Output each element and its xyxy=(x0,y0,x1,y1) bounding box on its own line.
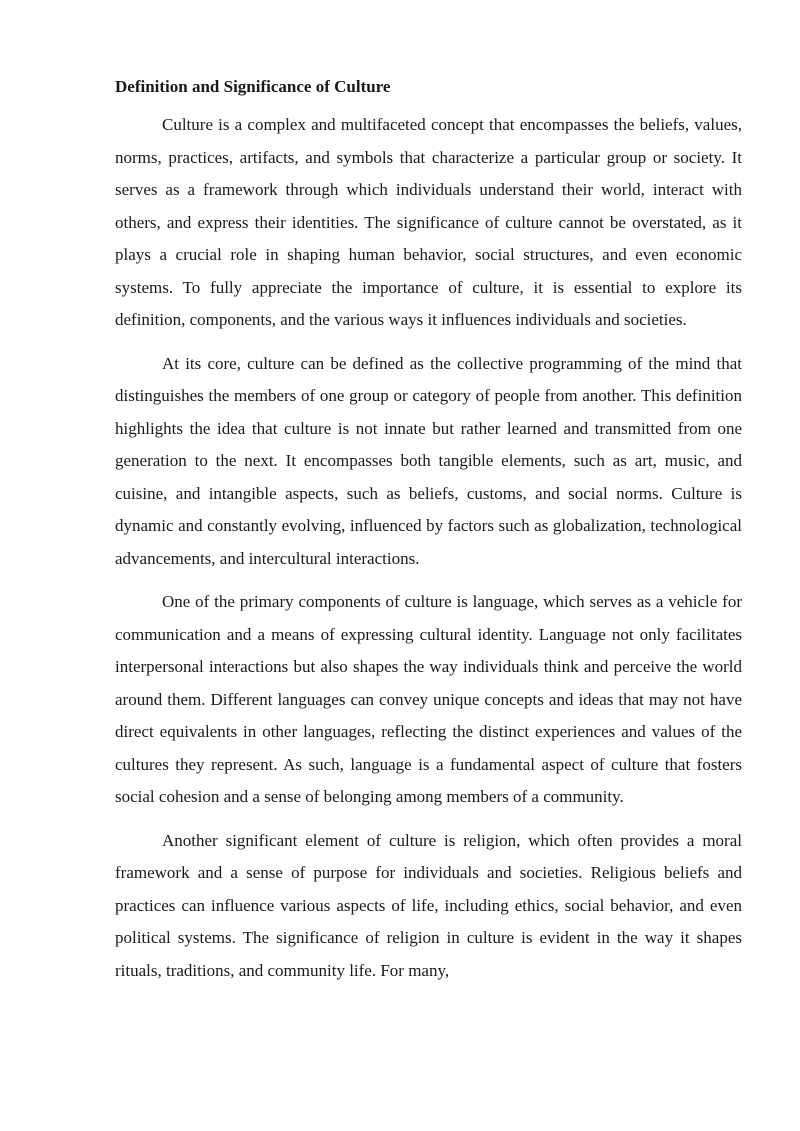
paragraph-culture-definition: Culture is a complex and multifaceted concept that encompasses the beliefs, values, norms, practices, artifacts, and symbols that characterize a particular group or society. It serves as a framework through which individuals understand their world, interact with others, and express their identities. The significance of culture cannot be overstated, as it plays a crucial role in shaping human behavior, social structures, and even economic systems. To fully appreciate the importance of culture, it is essential to explore its definition, components, and the various ways it influences individuals and societies. xyxy=(115,115,742,329)
paragraph-religion: Another significant element of culture is religion, which often provides a moral framework and a sense of purpose for individuals and societies. Religious beliefs and practices can influence various aspects of life, including ethics, social behavior, and even political systems. The significance of religion in culture is evident in the way it shapes rituals, traditions, and community life. For many, xyxy=(115,830,742,980)
section-heading: Definition and Significance of Culture xyxy=(115,77,391,96)
paragraph-collective-programming: At its core, culture can be defined as the collective programming of the mind that distinguishes the members of one group or category of people from another. This definition highlights the idea that culture is not innate but rather learned and transmitted from one generation to the next. It encompasses both tangible elements, such as art, music, and cuisine, and intangible aspects, such as beliefs, customs, and social norms. Culture is dynamic and constantly evolving, influenced by factors such as globalization, technological advancements, and intercultural interactions. xyxy=(115,353,742,568)
paragraph-language: One of the primary components of culture is language, which serves as a vehicle for communication and a means of expressing cultural identity. Language not only facilitates interpersonal interactions but also shapes the way individuals think and perceive the world around them. Different languages can convey unique concepts and ideas that may not have direct equivalents in other languages, reflecting the distinct experiences and values of the cultures they represent. As such, language is a fundamental aspect of culture that fosters social cohesion and a sense of belonging among members of a community. xyxy=(115,592,742,806)
